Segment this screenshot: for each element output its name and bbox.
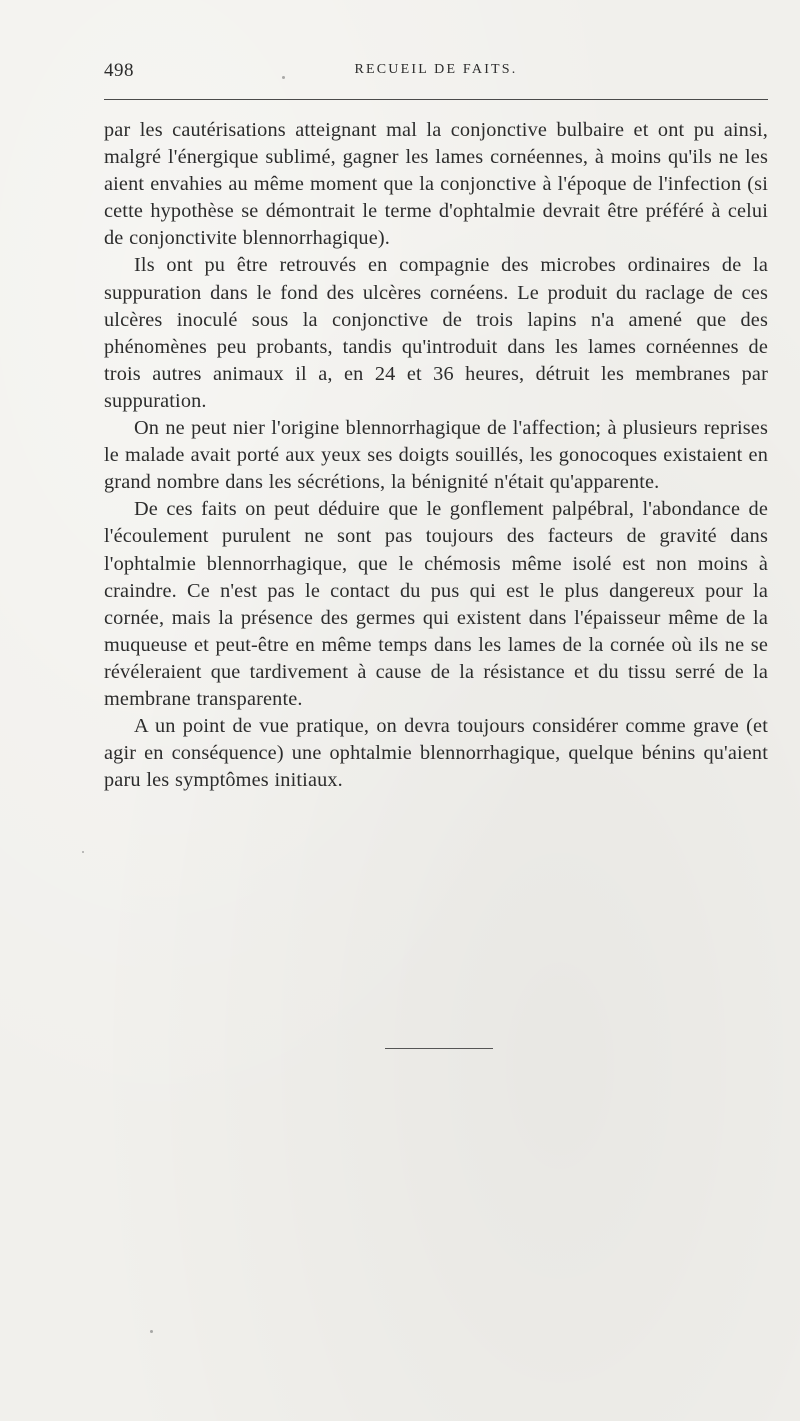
end-rule bbox=[385, 1048, 493, 1049]
paper-speck bbox=[282, 76, 285, 79]
header-rule bbox=[104, 99, 768, 100]
paragraph-2: Ils ont pu être retrouvés en compagnie des microbes ordinaires de la suppuration dans le fond des ulcères cornéens. Le produit du raclage de ces ulcères inoculé sous la conjonctive de trois lapins n'a amené que des phénomènes peu probants, tandis qu'introduit dans les lames cornéennes de trois autres animaux il a, en 24 et 36 heures, détruit les membranes par suppuration. bbox=[104, 254, 768, 412]
paragraph-5: A un point de vue pratique, on devra toujours considérer comme grave (et agir en conséquence) une ophtalmie blennorrhagique, quelque bénins qu'aient paru les symptômes initiaux. bbox=[104, 715, 768, 792]
paragraph-3: On ne peut nier l'origine blennorrhagique de l'affection; à plusieurs reprises le malade avait porté aux yeux ses doigts souillés, les gonocoques existaient en grand nombre dans les sécrétions, la bénignité n'était qu'apparente. bbox=[104, 417, 768, 494]
page-header bbox=[104, 60, 768, 86]
paragraph-1: par les cautérisations atteignant mal la conjonctive bulbaire et ont pu ainsi, malgré l'énergique sublimé, gagner les lames cornéennes, à moins qu'ils ne les aient envahies au même moment que la conjonctive à l'époque de l'infection (si cette hypothèse se démontrait le terme d'ophtalmie devrait être préféré à celui de conjonctivite blennorrhagique). bbox=[104, 119, 768, 250]
running-head: RECUEIL DE FAITS. bbox=[354, 62, 518, 77]
body-text bbox=[104, 117, 768, 794]
paper-speck bbox=[150, 1330, 153, 1333]
paper-speck bbox=[82, 851, 84, 853]
page-number: 498 bbox=[104, 60, 134, 81]
paragraph-4: De ces faits on peut déduire que le gonflement palpébral, l'abondance de l'écoulement purulent ne sont pas toujours des facteurs de gravité dans l'ophtalmie blennorrhagique, que le chémosis même isolé est non moins à craindre. Ce n'est pas le contact du pus qui est le plus dangereux pour la cornée, mais la présence des germes qui existent dans l'épaisseur même de la muqueuse et peut-être en même temps dans les lames de la cornée où ils ne se révéleraient que tardivement à cause de la résistance et du tissu serré de la membrane transparente. bbox=[104, 498, 768, 710]
